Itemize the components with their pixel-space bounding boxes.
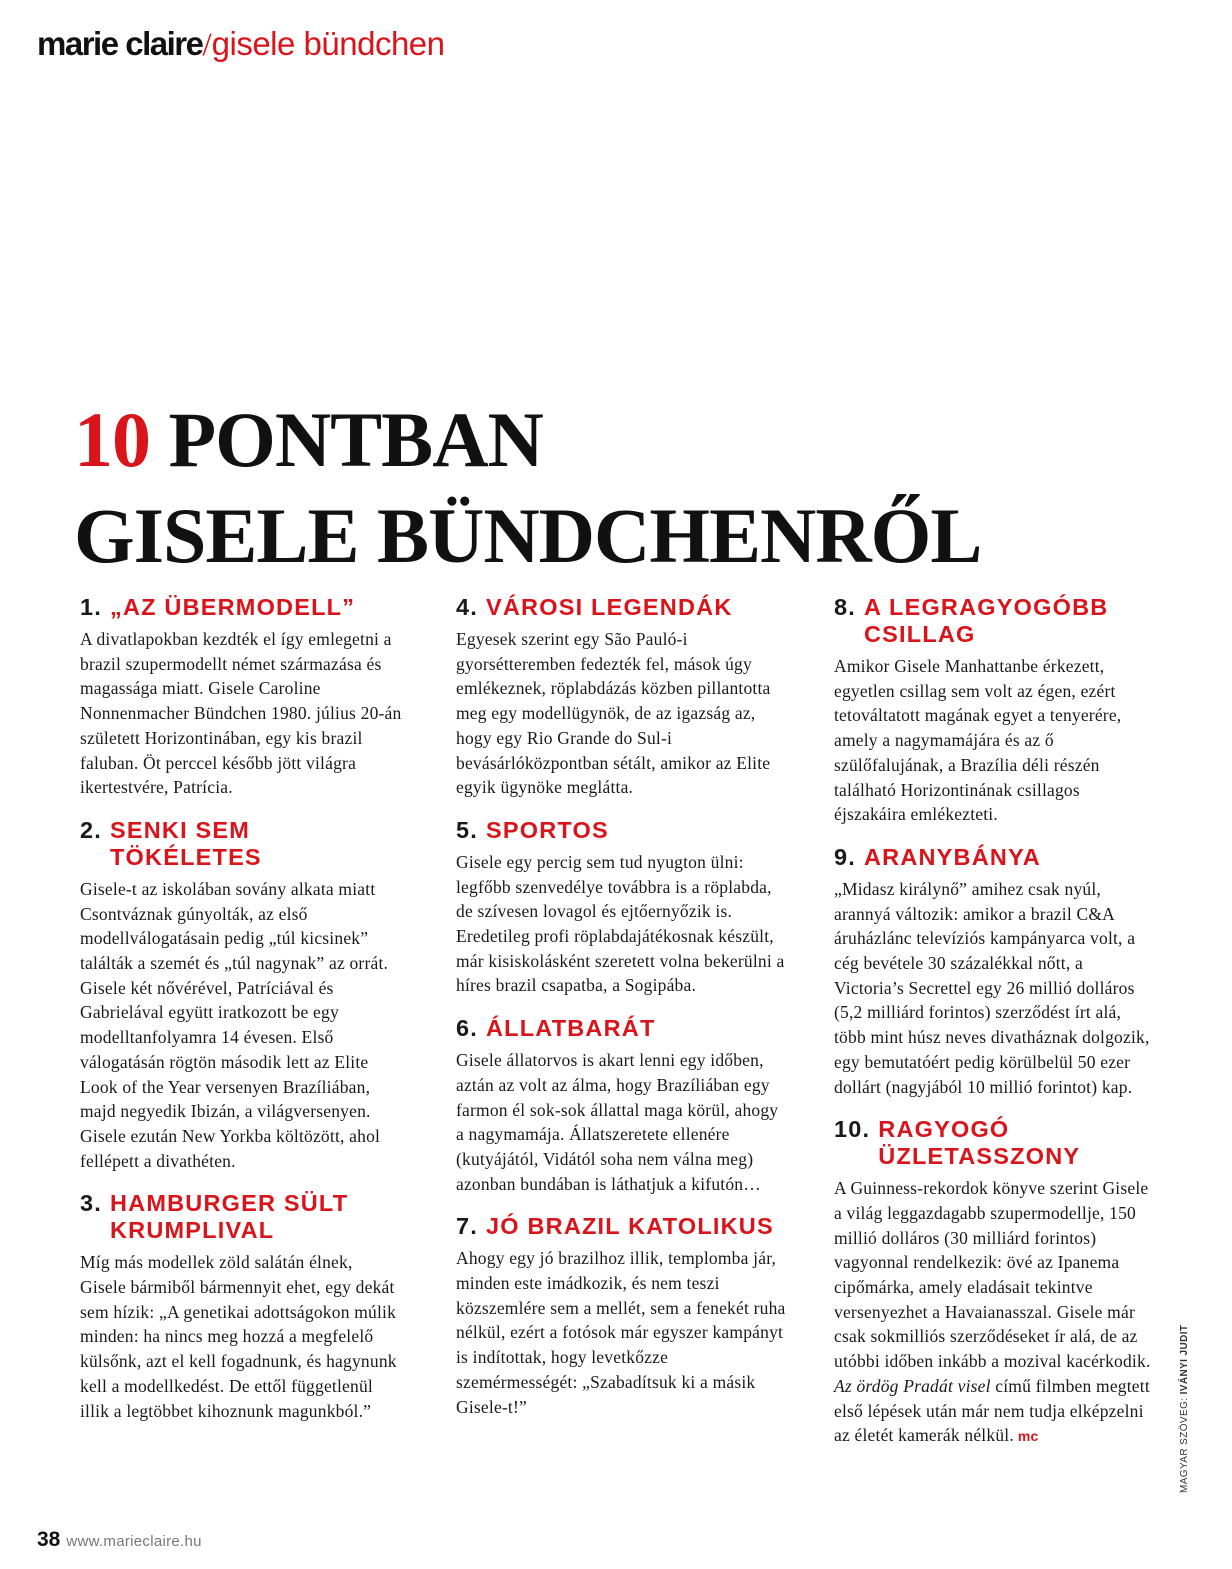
section-4-body: Egyesek szerint egy São Pauló-i gyorsétteremben fedezték fel, mások úgy emlékeznek, röplabdázás közben pillantotta meg egy modellügynök, de az igazság az, hogy egy Rio Grande do Sul-i bevásárlóközpontban sétált, amikor az Elite egyik ügynöke meglátta. bbox=[456, 629, 771, 798]
section-2 bbox=[80, 817, 402, 1173]
page-footer bbox=[37, 1528, 202, 1552]
section-6 bbox=[456, 1015, 786, 1196]
section-3-body: Míg más modellek zöld salátán élnek, Gisele bármiből bármennyit ehet, egy dekát sem hízik: „A genetikai adottságokon múlik minden: ha nincs meg hozzá a megfelelő külsőnk, azt el kell fogadnunk, és hagynunk kell a modellkedést. De ettől függetlenül illik a legtöbbet kihoznunk magunkból.” bbox=[80, 1252, 397, 1421]
section-1-heading bbox=[80, 594, 402, 621]
section-1 bbox=[80, 594, 402, 800]
header-topic: gisele bündchen bbox=[211, 25, 445, 62]
section-7 bbox=[456, 1213, 786, 1419]
end-mark: mc bbox=[1017, 1428, 1039, 1445]
credit-label: MAGYAR SZÖVEG: bbox=[1179, 1394, 1190, 1493]
section-5-heading bbox=[456, 817, 786, 844]
section-title: VÁROSI LEGENDÁK bbox=[486, 594, 733, 620]
section-number: 10. bbox=[834, 1116, 871, 1143]
film-title: Az ördög Pradát visel bbox=[834, 1375, 991, 1396]
translator-credit bbox=[1179, 1325, 1190, 1493]
section-title: HAMBURGER SÜLT KRUMPLIVAL bbox=[110, 1190, 349, 1244]
section-number: 5. bbox=[456, 816, 478, 843]
credit-name: IVÁNYI JUDIT bbox=[1179, 1324, 1190, 1395]
column-1 bbox=[80, 594, 402, 1440]
section-9-heading bbox=[834, 844, 1152, 871]
section-number: 6. bbox=[456, 1015, 478, 1042]
section-7-heading bbox=[456, 1213, 786, 1240]
body-text: A Guinness-rekordok könyve szerint Gisele a világ leggazdagabb szupermodellje, 150 millió dolláros (30 milliárd forintos) vagyonnal rendelkezik: övé az Ipanema cipőmárka, amely eladásait tekintve versenyezhet a Havaianasszal. Gisele már csak sokmilliós szerződéseket ír alá, de az utóbbi időben inkább a mozival kacérkodik. bbox=[834, 1178, 1151, 1372]
article-title bbox=[74, 392, 981, 584]
section-8-heading bbox=[834, 594, 1152, 648]
column-2 bbox=[456, 594, 786, 1436]
section-9-body: „Midasz királynő” amihez csak nyúl, arannyá változik: amikor a brazil C&A áruházlánc televíziós kampányarca volt, a cég bevétele 30 százalékkal nőtt, a Victoria’s Secrettel egy 26 millió dolláros (5,2 milliárd forintos) szerződést írt alá, több mint húsz neves divatháznak dolgozik, egy bemutatóért pedig körülbelül 50 ezer dollárt (nagyjából 10 millió forintot) kap. bbox=[834, 878, 1150, 1097]
section-7-body: Ahogy egy jó brazilhoz illik, templomba jár, minden este imádkozik, és nem teszi közszemlére sem a mellét, sem a fenekét ruha nélkül, ezért a fotósok már egyszer kampányt is indítottak, hogy levetkőzze szemérmességét: „Szabadítsuk ki a másik Gisele-t!” bbox=[456, 1248, 786, 1417]
section-6-heading bbox=[456, 1015, 786, 1042]
title-number: 10 bbox=[74, 396, 150, 483]
website-url: www.marieclaire.hu bbox=[66, 1533, 202, 1550]
section-4-heading bbox=[456, 594, 786, 621]
section-title: A LEGRAGYOGÓBB CSILLAG bbox=[864, 594, 1109, 647]
section-number: 3. bbox=[80, 1190, 102, 1217]
section-5-body: Gisele egy percig sem tud nyugton ülni: legfőbb szenvedélye továbbra is a röplabda, de szívesen lovagol és ejtőernyőzik is. Eredetileg profi röplabdajátékosnak készült, már kisiskolásként szeretett volna bekerülni a híres brazil csapatba, a Sogipába. bbox=[456, 851, 785, 996]
brand-logo: marie claire bbox=[37, 25, 203, 62]
section-title: JÓ BRAZIL KATOLIKUS bbox=[486, 1213, 774, 1240]
header-slash: / bbox=[202, 27, 212, 63]
section-4 bbox=[456, 594, 786, 800]
section-10-body bbox=[834, 1176, 1152, 1449]
title-line1: PONTBAN bbox=[150, 396, 543, 483]
section-6-body: Gisele állatorvos is akart lenni egy időben, aztán az volt az álma, hogy Brazíliában egy farmon él sok-sok állattal maga körül, ahogy a nagymamája. Állatszeretete ellenére (kutyájától, Vidától soha nem válna meg) azonban bundában is láthatjuk a kifutón… bbox=[456, 1050, 779, 1194]
section-title: ÁLLATBARÁT bbox=[486, 1015, 656, 1042]
section-9 bbox=[834, 844, 1152, 1099]
body-text-end: című filmben megtett első lépések után már nem tudja elképzelni az életét kamerák nélkül. bbox=[834, 1375, 1150, 1446]
section-2-heading bbox=[80, 817, 402, 871]
section-10-heading bbox=[834, 1116, 1152, 1170]
section-3 bbox=[80, 1190, 402, 1423]
page-number: 38 bbox=[37, 1528, 61, 1551]
section-1-body: A divatlapokban kezdték el így emlegetni a brazil szupermodellt német származása és magassága miatt. Gisele Caroline Nonnenmacher Bündchen 1980. július 20-án született Horizontinában, egy kis brazil faluban. Öt perccel később jött világra ikertestvére, Patrícia. bbox=[80, 629, 402, 798]
section-title: SPORTOS bbox=[486, 816, 609, 843]
section-number: 8. bbox=[834, 594, 856, 620]
section-title: ARANYBÁNYA bbox=[864, 843, 1041, 870]
section-number: 2. bbox=[80, 816, 102, 843]
magazine-header bbox=[37, 26, 445, 63]
section-number: 1. bbox=[80, 594, 102, 620]
section-number: 4. bbox=[456, 594, 478, 620]
section-8 bbox=[834, 594, 1152, 827]
section-8-body: Amikor Gisele Manhattanbe érkezett, egyetlen csillag sem volt az égen, ezért tetováltatott magának egyet a tenyerére, amely a nagymamájára és az ő szülőfalujának, a Brazília déli részén található Horizontinának csillagos éjszakáira emlékezteti. bbox=[834, 656, 1122, 825]
section-title: RAGYOGÓ ÜZLETASSZONY bbox=[878, 1116, 1081, 1170]
section-number: 9. bbox=[834, 843, 856, 870]
section-2-body: Gisele-t az iskolában sovány alkata miatt Csontváznak gúnyolták, az első modellválogatásain pedig „túl kicsinek” találták a szemét és „túl nagynak” az orrát. Gisele két nővérével, Patríciával és Gabrielával együtt iratkozott be egy modelltanfolyamra 14 évesen. Első válogatásán rögtön második lett az Elite Look of the Year versenyen Brazíliában, majd negyedik Ibizán, a világversenyen. Gisele ezután New Yorkba költözött, ahol fellépett a divathéten. bbox=[80, 878, 389, 1171]
section-number: 7. bbox=[456, 1213, 478, 1240]
section-title: SENKI SEM TÖKÉLETES bbox=[110, 816, 262, 870]
section-10 bbox=[834, 1116, 1152, 1449]
section-3-heading bbox=[80, 1190, 402, 1244]
title-line2: GISELE BÜNDCHENRŐL bbox=[74, 492, 982, 579]
section-5 bbox=[456, 817, 786, 998]
column-3 bbox=[834, 594, 1152, 1466]
section-title: „AZ ÜBERMODELL” bbox=[110, 594, 356, 620]
